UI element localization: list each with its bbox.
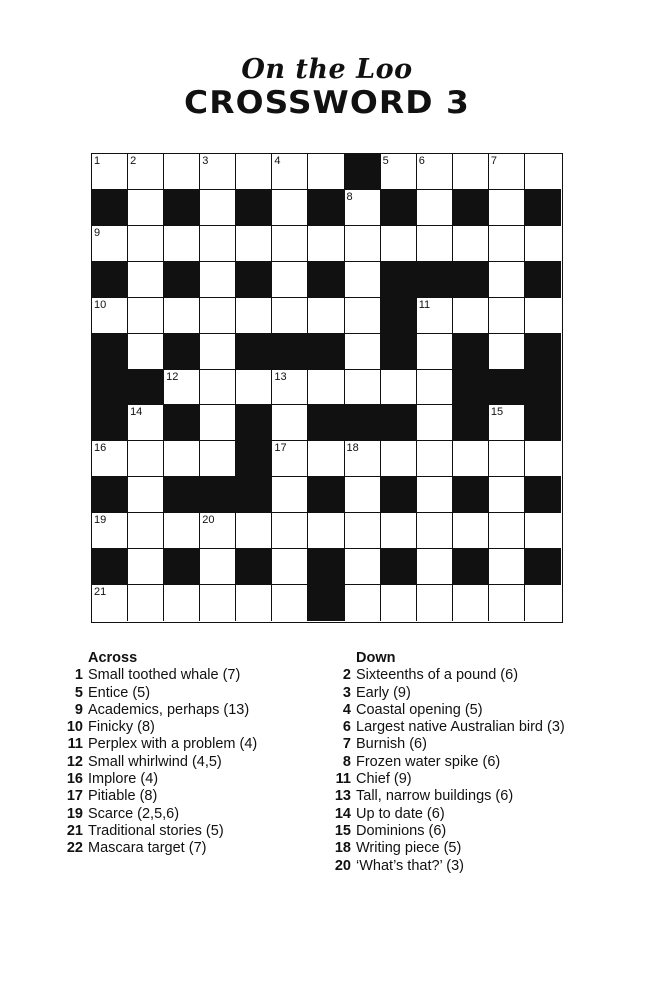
grid-cell[interactable] (417, 585, 453, 621)
clue-text: Implore (4) (88, 771, 159, 788)
grid-cell[interactable] (128, 513, 164, 549)
grid-cell[interactable] (128, 226, 164, 262)
clue-text: Up to date (6) (356, 805, 445, 822)
grid-cell[interactable] (236, 513, 272, 549)
grid-cell[interactable] (525, 585, 562, 621)
grid-cell[interactable] (417, 513, 453, 549)
clue-number: 9 (94, 226, 101, 239)
across-clue (62, 771, 332, 788)
across-heading: Across (88, 650, 138, 666)
down-clue (330, 685, 640, 702)
grid-block (272, 334, 308, 370)
grid-block (164, 405, 200, 441)
clue-text: Mascara target (7) (88, 840, 207, 857)
grid-cell[interactable] (164, 154, 200, 190)
clue-num: 21 (66, 822, 83, 839)
grid-cell[interactable] (489, 226, 525, 262)
down-clue (330, 858, 640, 875)
grid-cell[interactable] (92, 298, 128, 334)
grid-block (525, 190, 562, 226)
grid-cell[interactable] (128, 262, 164, 298)
grid-cell[interactable] (381, 441, 417, 477)
grid-cell[interactable] (200, 441, 236, 477)
grid-cell[interactable] (164, 513, 200, 549)
grid-cell[interactable] (345, 190, 381, 226)
clue-text: Dominions (6) (356, 822, 447, 839)
grid-block (453, 549, 489, 585)
grid-block (236, 334, 272, 370)
grid-cell[interactable] (200, 585, 236, 621)
clue-text: Chief (9) (356, 771, 412, 788)
across-clue (62, 840, 332, 857)
down-heading: Down (356, 650, 396, 666)
grid-cell[interactable] (417, 298, 453, 334)
grid-cell[interactable] (200, 513, 236, 549)
grid-cell[interactable] (345, 370, 381, 406)
clue-text: Tall, narrow buildings (6) (356, 788, 514, 805)
grid-cell[interactable] (200, 262, 236, 298)
grid-cell[interactable] (381, 585, 417, 621)
across-clue (62, 788, 332, 805)
clue-text: Writing piece (5) (356, 840, 462, 857)
grid-cell[interactable] (308, 370, 344, 406)
grid-cell[interactable] (453, 226, 489, 262)
grid-cell[interactable] (272, 298, 308, 334)
down-clue (330, 788, 640, 805)
down-clue (330, 702, 640, 719)
clue-number: 11 (418, 298, 431, 311)
grid-cell[interactable] (272, 154, 308, 190)
grid-block (381, 549, 417, 585)
clue-number: 5 (382, 155, 389, 167)
grid-block (381, 298, 417, 334)
grid-cell[interactable] (489, 513, 525, 549)
grid-cell[interactable] (417, 549, 453, 585)
grid-cell[interactable] (345, 513, 381, 549)
down-clue (330, 719, 640, 736)
grid-cell[interactable] (272, 405, 308, 441)
clue-num: 16 (66, 771, 83, 788)
grid-cell[interactable] (200, 370, 236, 406)
grid-cell[interactable] (381, 154, 417, 190)
clue-number: 21 (94, 586, 107, 599)
grid-block (489, 370, 525, 406)
grid-cell[interactable] (128, 585, 164, 621)
grid-cell[interactable] (381, 226, 417, 262)
clue-num: 20 (334, 857, 351, 874)
grid-cell[interactable] (489, 298, 525, 334)
clue-num: 2 (342, 667, 351, 684)
grid-cell[interactable] (272, 262, 308, 298)
grid-block (308, 585, 344, 621)
clue-num: 13 (334, 788, 351, 805)
grid-cell[interactable] (272, 549, 308, 585)
clue-text: ‘What’s that?’ (3) (356, 857, 464, 874)
clue-number: 13 (274, 370, 287, 383)
down-clues (330, 650, 640, 875)
grid-cell[interactable] (489, 477, 525, 513)
grid-block (381, 190, 417, 226)
grid-block (92, 262, 128, 298)
down-clue (330, 771, 640, 788)
clue-num: 11 (67, 736, 83, 753)
grid-block (345, 154, 381, 190)
grid-block (92, 549, 128, 585)
title-script: On the Loo (241, 54, 413, 85)
clue-number: 10 (94, 298, 107, 311)
grid-cell[interactable] (272, 585, 308, 621)
clue-num: 11 (335, 771, 351, 788)
grid-cell[interactable] (525, 154, 562, 190)
clue-text: Coastal opening (5) (356, 701, 483, 718)
grid-block (308, 405, 344, 441)
grid-cell[interactable] (128, 441, 164, 477)
grid-cell[interactable] (308, 298, 344, 334)
clue-text: Small whirlwind (4,5) (88, 753, 222, 770)
down-clue (330, 823, 640, 840)
across-clues (62, 650, 332, 858)
grid-cell[interactable] (525, 298, 562, 334)
grid-block (381, 334, 417, 370)
grid-block (92, 190, 128, 226)
grid-cell[interactable] (453, 513, 489, 549)
grid-cell[interactable] (417, 477, 453, 513)
clue-num: 10 (66, 719, 83, 736)
grid-cell[interactable] (272, 370, 308, 406)
grid-cell[interactable] (236, 226, 272, 262)
clue-number: 4 (274, 155, 281, 167)
page-title: CROSSWORD 3 (184, 85, 470, 121)
clue-number: 20 (202, 514, 215, 527)
grid-block (236, 262, 272, 298)
clue-text: Finicky (8) (88, 719, 155, 736)
grid-cell[interactable] (345, 334, 381, 370)
grid-cell[interactable] (236, 154, 272, 190)
clue-num: 22 (66, 840, 83, 857)
grid-cell[interactable] (308, 154, 344, 190)
grid-cell[interactable] (272, 190, 308, 226)
grid-block (236, 190, 272, 226)
grid-cell[interactable] (272, 226, 308, 262)
grid-cell[interactable] (308, 513, 344, 549)
down-clue (330, 667, 640, 684)
grid-cell[interactable] (272, 441, 308, 477)
grid-block (128, 370, 164, 406)
clue-num: 5 (74, 684, 83, 701)
grid-cell[interactable] (272, 513, 308, 549)
grid-block (92, 370, 128, 406)
grid-cell[interactable] (345, 585, 381, 621)
clue-number: 18 (346, 442, 359, 455)
grid-cell[interactable] (489, 334, 525, 370)
grid-cell[interactable] (200, 298, 236, 334)
grid-block (236, 549, 272, 585)
clue-number: 16 (94, 442, 107, 455)
clue-num: 7 (342, 736, 351, 753)
grid-block (164, 477, 200, 513)
grid-block (308, 549, 344, 585)
grid-block (525, 405, 562, 441)
grid-cell[interactable] (417, 405, 453, 441)
clue-text: Scarce (2,5,6) (88, 805, 180, 822)
grid-cell[interactable] (417, 334, 453, 370)
grid-cell[interactable] (92, 154, 128, 190)
grid-block (525, 262, 562, 298)
clue-number: 14 (130, 406, 143, 419)
down-clue (330, 754, 640, 771)
grid-block (381, 477, 417, 513)
clue-number: 19 (94, 514, 107, 527)
crossword-grid (91, 153, 563, 623)
grid-cell[interactable] (128, 477, 164, 513)
clue-text: Academics, perhaps (13) (88, 701, 250, 718)
grid-block (308, 262, 344, 298)
down-clue (330, 806, 640, 823)
grid-cell[interactable] (489, 154, 525, 190)
grid-block (308, 334, 344, 370)
clue-number: 6 (418, 155, 425, 167)
grid-block (92, 477, 128, 513)
clue-num: 19 (66, 805, 83, 822)
grid-cell[interactable] (308, 226, 344, 262)
grid-block (236, 441, 272, 477)
grid-cell[interactable] (164, 226, 200, 262)
grid-cell[interactable] (489, 405, 525, 441)
down-clue (330, 840, 640, 857)
across-clue-list (62, 667, 332, 857)
grid-cell[interactable] (453, 298, 489, 334)
across-clue (62, 736, 332, 753)
grid-cell[interactable] (453, 585, 489, 621)
grid-cell[interactable] (525, 226, 562, 262)
clue-text: Early (9) (356, 684, 411, 701)
grid-block (164, 334, 200, 370)
clue-num: 15 (334, 822, 351, 839)
clue-text: Pitiable (8) (88, 788, 158, 805)
clue-text: Largest native Australian bird (3) (356, 719, 565, 736)
grid-cell[interactable] (200, 549, 236, 585)
across-clue (62, 806, 332, 823)
grid-block (164, 549, 200, 585)
grid-cell[interactable] (236, 585, 272, 621)
grid-cell[interactable] (345, 262, 381, 298)
clue-num: 9 (74, 701, 83, 718)
clue-number: 1 (94, 155, 101, 167)
grid-block (308, 190, 344, 226)
clue-text: Traditional stories (5) (88, 822, 224, 839)
grid-cell[interactable] (489, 190, 525, 226)
grid-block (453, 370, 489, 406)
grid-block (92, 334, 128, 370)
grid-cell[interactable] (200, 154, 236, 190)
grid-cell[interactable] (200, 334, 236, 370)
grid-cell[interactable] (200, 190, 236, 226)
grid-block (92, 405, 128, 441)
across-clue (62, 685, 332, 702)
grid-cell[interactable] (92, 585, 128, 621)
clue-num: 14 (334, 805, 351, 822)
clue-num: 17 (66, 788, 83, 805)
grid-block (453, 334, 489, 370)
grid-cell[interactable] (164, 441, 200, 477)
clue-text: Burnish (6) (356, 736, 427, 753)
clue-number: 12 (166, 370, 179, 383)
grid-block (164, 190, 200, 226)
grid-block (453, 262, 489, 298)
grid-cell[interactable] (345, 441, 381, 477)
across-clue (62, 754, 332, 771)
grid-cell[interactable] (417, 441, 453, 477)
grid-cell[interactable] (128, 190, 164, 226)
grid-cell[interactable] (381, 513, 417, 549)
clue-num: 8 (342, 753, 351, 770)
clue-num: 4 (342, 701, 351, 718)
grid-cell[interactable] (236, 370, 272, 406)
grid-cell[interactable] (164, 298, 200, 334)
grid-cell[interactable] (128, 298, 164, 334)
grid-block (453, 190, 489, 226)
grid-cell[interactable] (345, 549, 381, 585)
clue-text: Entice (5) (88, 684, 151, 701)
grid-cell[interactable] (417, 190, 453, 226)
clue-number: 8 (346, 190, 353, 203)
grid-cell[interactable] (272, 477, 308, 513)
grid-cell[interactable] (128, 549, 164, 585)
across-clue (62, 823, 332, 840)
grid-block (308, 477, 344, 513)
grid-cell[interactable] (453, 441, 489, 477)
grid-cell[interactable] (489, 441, 525, 477)
grid-block (525, 334, 562, 370)
across-clue (62, 702, 332, 719)
grid-cell[interactable] (525, 441, 562, 477)
grid-cell[interactable] (417, 370, 453, 406)
grid-cell[interactable] (128, 405, 164, 441)
grid-cell[interactable] (236, 298, 272, 334)
grid-block (236, 477, 272, 513)
across-clue (62, 719, 332, 736)
grid-cell[interactable] (200, 405, 236, 441)
grid-cell[interactable] (489, 585, 525, 621)
grid-cell[interactable] (92, 226, 128, 262)
clue-text: Sixteenths of a pound (6) (356, 667, 519, 684)
grid-cell[interactable] (92, 441, 128, 477)
grid-block (525, 549, 562, 585)
grid-block (164, 262, 200, 298)
clue-num: 12 (66, 753, 83, 770)
grid-block (525, 477, 562, 513)
grid-cell[interactable] (128, 154, 164, 190)
grid-cell[interactable] (453, 154, 489, 190)
clue-text: Perplex with a problem (4) (88, 736, 258, 753)
clue-number: 7 (490, 155, 497, 167)
grid-cell[interactable] (200, 226, 236, 262)
clue-num: 3 (342, 684, 351, 701)
grid-cell[interactable] (164, 370, 200, 406)
grid-block (345, 405, 381, 441)
grid-block (236, 405, 272, 441)
down-clue (330, 736, 640, 753)
grid-cell[interactable] (381, 370, 417, 406)
grid-cell[interactable] (489, 262, 525, 298)
grid-cell[interactable] (417, 154, 453, 190)
clue-number: 3 (202, 155, 209, 167)
clue-text: Small toothed whale (7) (88, 667, 241, 684)
grid-cell[interactable] (489, 549, 525, 585)
clue-num: 1 (74, 667, 83, 684)
clue-num: 6 (342, 719, 351, 736)
clue-num: 18 (334, 840, 351, 857)
grid-cell[interactable] (92, 513, 128, 549)
grid-block (453, 477, 489, 513)
grid-cell[interactable] (345, 477, 381, 513)
grid-block (381, 262, 417, 298)
clue-number: 15 (490, 406, 504, 419)
grid-block (525, 370, 562, 406)
grid-cell[interactable] (308, 441, 344, 477)
grid-block (200, 477, 236, 513)
across-clue (62, 667, 332, 684)
grid-block (453, 405, 489, 441)
clue-number: 17 (274, 442, 287, 455)
grid-cell[interactable] (164, 585, 200, 621)
grid-block (381, 405, 417, 441)
down-clue-list (330, 667, 640, 875)
grid-block (417, 262, 453, 298)
grid-cell[interactable] (345, 226, 381, 262)
grid-cell[interactable] (417, 226, 453, 262)
grid-cell[interactable] (525, 513, 562, 549)
grid-cell[interactable] (345, 298, 381, 334)
clue-text: Frozen water spike (6) (356, 753, 501, 770)
clue-number: 2 (130, 155, 137, 167)
grid-cell[interactable] (128, 334, 164, 370)
